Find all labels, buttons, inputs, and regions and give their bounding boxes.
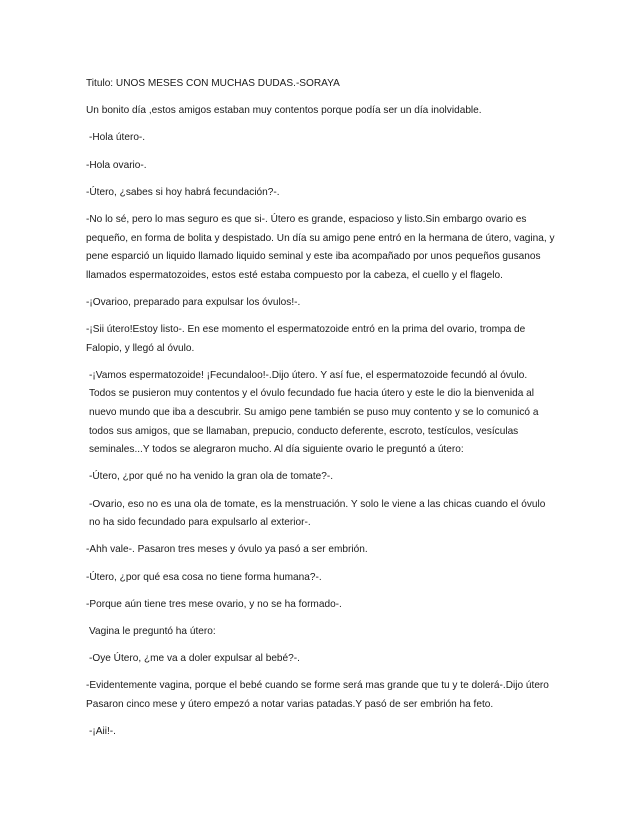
paragraph: Vagina le preguntó ha útero: [89,625,216,637]
paragraph: -Hola ovario-. [86,159,147,171]
paragraph: Un bonito día ,estos amigos estaban muy contentos porque podía ser un día inolvidable. [86,105,482,117]
paragraph: -Porque aún tiene tres mese ovario, y no se ha formado-. [86,598,342,610]
paragraph: -¡Sii útero!Estoy listo-. En ese momento el espermatozoide entró en la prima del ovario, trompa de Falopio, y llegó al óvulo. [86,324,526,354]
document-body [86,75,556,750]
paragraph: -Útero, ¿sabes si hoy habrá fecundación?-. [86,186,280,198]
paragraph: -Ahh vale-. Pasaron tres meses y óvulo ya pasó a ser embrión. [86,544,368,556]
paragraph: -Ovario, eso no es una ola de tomate, es la menstruación. Y solo le viene a las chicas cuando el óvulo no ha sido fecundado para expulsarlo al exterior-. [89,498,546,529]
paragraph-list [86,102,556,742]
paragraph: -Útero, ¿por qué esa cosa no tiene forma humana?-. [86,571,322,583]
paragraph: -Útero, ¿por qué no ha venido la gran ola de tomate?-. [89,471,334,483]
document-title: Titulo: UNOS MESES CON MUCHAS DUDAS.-SORAYA [86,78,340,89]
paragraph: -Hola útero-. [89,132,146,144]
paragraph: -¡Ovarioo, preparado para expulsar los óvulos!-. [86,296,301,308]
paragraph: -¡Vamos espermatozoide! ¡Fecundaloo!-.Dijo útero. Y así fue, el espermatozoide fecundó al óvulo. Todos se pusieron muy contentos y el óvulo fecundado fue hacia útero y este le dio la bienvenida al nuevo mundo que iba a descubrir. Su amigo pene también se puso muy contento y se lo comunicó a todos sus amigos, que se llamaban, prepucio, conducto deferente, escroto, testículos, vesículas seminales...Y todos se alegraron mucho. Al día siguiente ovario le preguntó a útero: [89,369,539,456]
paragraph: -Evidentemente vagina, porque el bebé cuando se forme será mas grande que tu y te dolerá-.Dijo útero Pasaron cinco mese y útero empezó a notar varias patadas.Y pasó de ser embrión ha feto. [86,680,549,710]
paragraph: -Oye Útero, ¿me va a doler expulsar al bebé?-. [89,653,300,665]
paragraph: -No lo sé, pero lo mas seguro es que si-. Útero es grande, espacioso y listo.Sin embargo ovario es pequeño, en forma de bolita y despistado. Un día su amigo pene entró en la hermana de útero, vagina, y pene esparció un liquido llamado liquido seminal y este iba acompañado por unos pequeños gusanos llamados espermatozoides, estos esté estaba compuesto por la cabeza, el cuello y el flagelo. [86,213,555,281]
paragraph: -¡Aii!-. [89,726,116,738]
